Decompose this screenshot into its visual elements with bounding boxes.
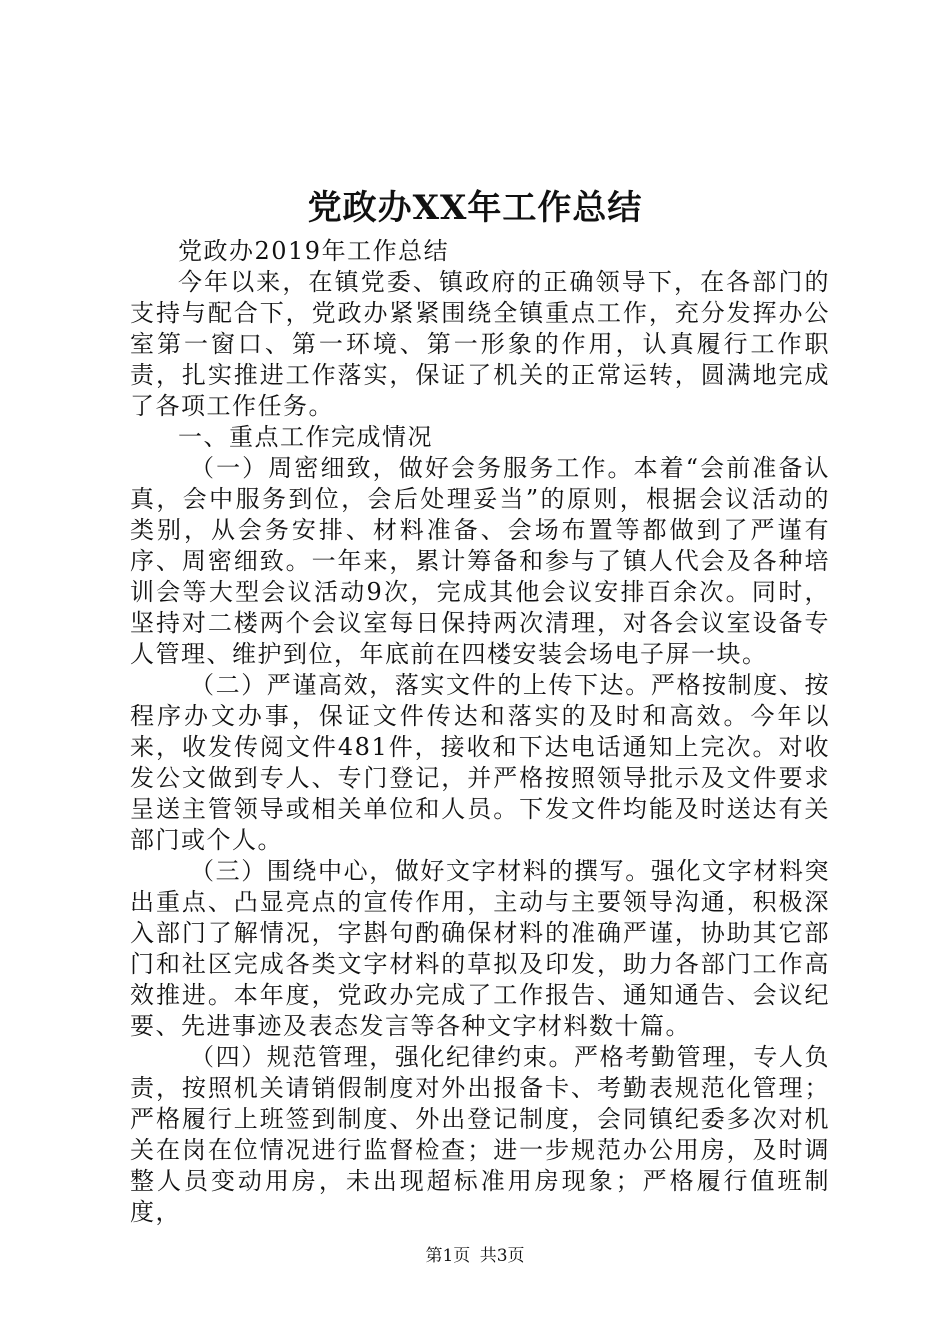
subtitle-paragraph: 党政办2019年工作总结: [178, 237, 450, 265]
intro-paragraph: 今年以来，在镇党委、镇政府的正确领导下，在各部门的支持与配合下，党政办紧紧围绕全镇重点工作，充分发挥办公室第一窗口、第一环境、第一形象的作用，认真履行工作职责，扎实推进工作落实，保证了机关的正常运转，圆满地完成了各项工作任务。: [130, 268, 830, 420]
section-heading: 一、重点工作完成情况: [178, 423, 433, 451]
item-2-paragraph: （二）严谨高效，落实文件的上传下达。严格按制度、按程序办文办事，保证文件传达和落实的及时和高效。今年以来，收发传阅文件481件，接收和下达电话通知上完次。对收发公文做到专人、专门登记，并严格按照领导批示及文件要求呈送主管领导或相关单位和人员。下发文件均能及时送达有关部门或个人。: [130, 671, 830, 854]
item-1-paragraph: （一）周密细致，做好会务服务工作。本着“会前准备认真，会中服务到位，会后处理妥当”的原则，根据会议活动的类别，从会务安排、材料准备、会场布置等都做到了严谨有序、周密细致。一年来，累计筹备和参与了镇人代会及各种培训会等大型会议活动9次，完成其他会议安排百余次。同时，坚持对二楼两个会议室每日保持两次清理，对各会议室设备专人管理、维护到位，年底前在四楼安装会场电子屏一块。: [130, 454, 830, 668]
document-title: 党政办XX年工作总结: [307, 188, 643, 228]
item-4-paragraph: （四）规范管理，强化纪律约束。严格考勤管理，专人负责，按照机关请销假制度对外出报备卡、考勤表规范化管理；严格履行上班签到制度、外出登记制度，会同镇纪委多次对机关在岗在位情况进行监督检查；进一步规范办公用房，及时调整人员变动用房，未出现超标准用房现象；严格履行值班制度，: [130, 1043, 830, 1226]
item-3-paragraph: （三）围绕中心，做好文字材料的撰写。强化文字材料突出重点、凸显亮点的宣传作用，主动与主要领导沟通，积极深入部门了解情况，字斟句酌确保材料的准确严谨，协助其它部门和社区完成各类文字材料的草拟及印发，助力各部门工作高效推进。本年度，党政办完成了工作报告、通知通告、会议纪要、先进事迹及表态发言等各种文字材料数十篇。: [130, 857, 830, 1040]
page-total: 共3页: [479, 1246, 525, 1266]
page-number: 第1页: [425, 1246, 471, 1266]
page-footer: [0, 1245, 950, 1267]
document-body: [130, 236, 830, 1228]
